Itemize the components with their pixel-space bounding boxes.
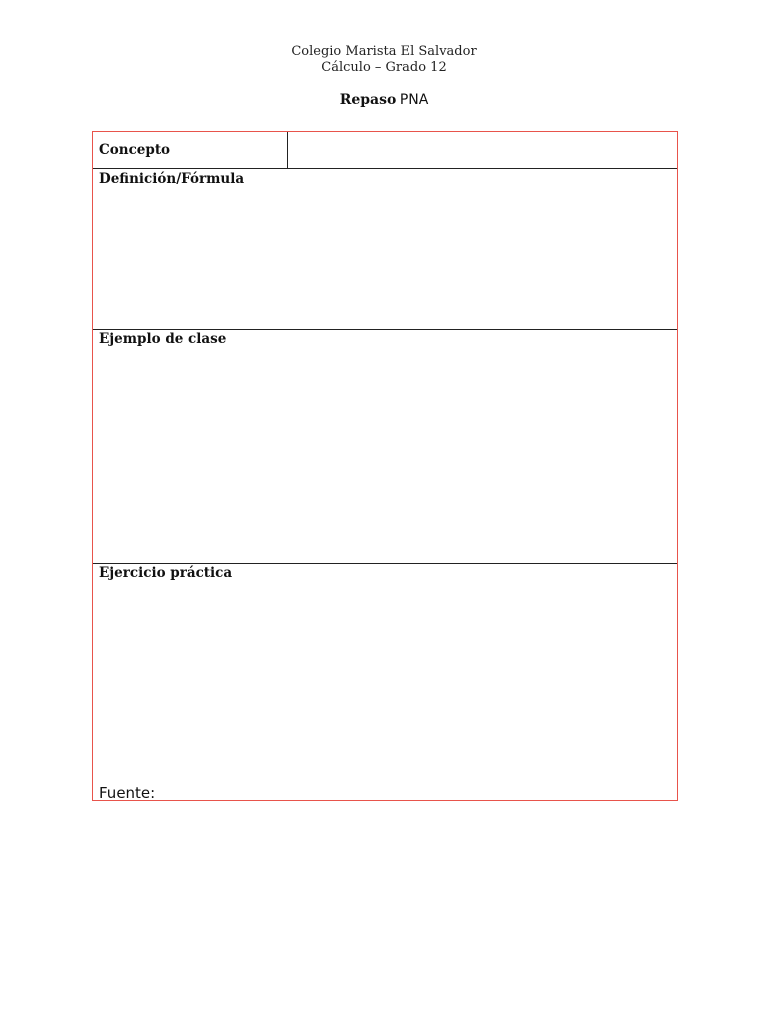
review-form-table bbox=[92, 131, 678, 801]
class-example-label: Ejemplo de clase bbox=[99, 331, 227, 347]
practice-exercise-section[interactable] bbox=[93, 564, 677, 800]
definition-section[interactable] bbox=[93, 169, 677, 330]
school-name: Colegio Marista El Salvador bbox=[291, 44, 477, 59]
title-plain: PNA bbox=[399, 92, 429, 108]
course-name: Cálculo – Grado 12 bbox=[321, 60, 447, 75]
page-title bbox=[0, 92, 768, 109]
title-bold: Repaso bbox=[339, 92, 397, 108]
practice-exercise-label: Ejercicio práctica bbox=[99, 565, 233, 581]
class-example-section[interactable] bbox=[93, 330, 677, 564]
source-label: Fuente: bbox=[99, 784, 156, 802]
concept-label: Concepto bbox=[99, 142, 171, 158]
concept-value-field[interactable] bbox=[288, 132, 677, 168]
concept-label-cell bbox=[93, 132, 288, 168]
definition-label: Definición/Fórmula bbox=[99, 171, 245, 187]
concept-row bbox=[93, 132, 677, 169]
